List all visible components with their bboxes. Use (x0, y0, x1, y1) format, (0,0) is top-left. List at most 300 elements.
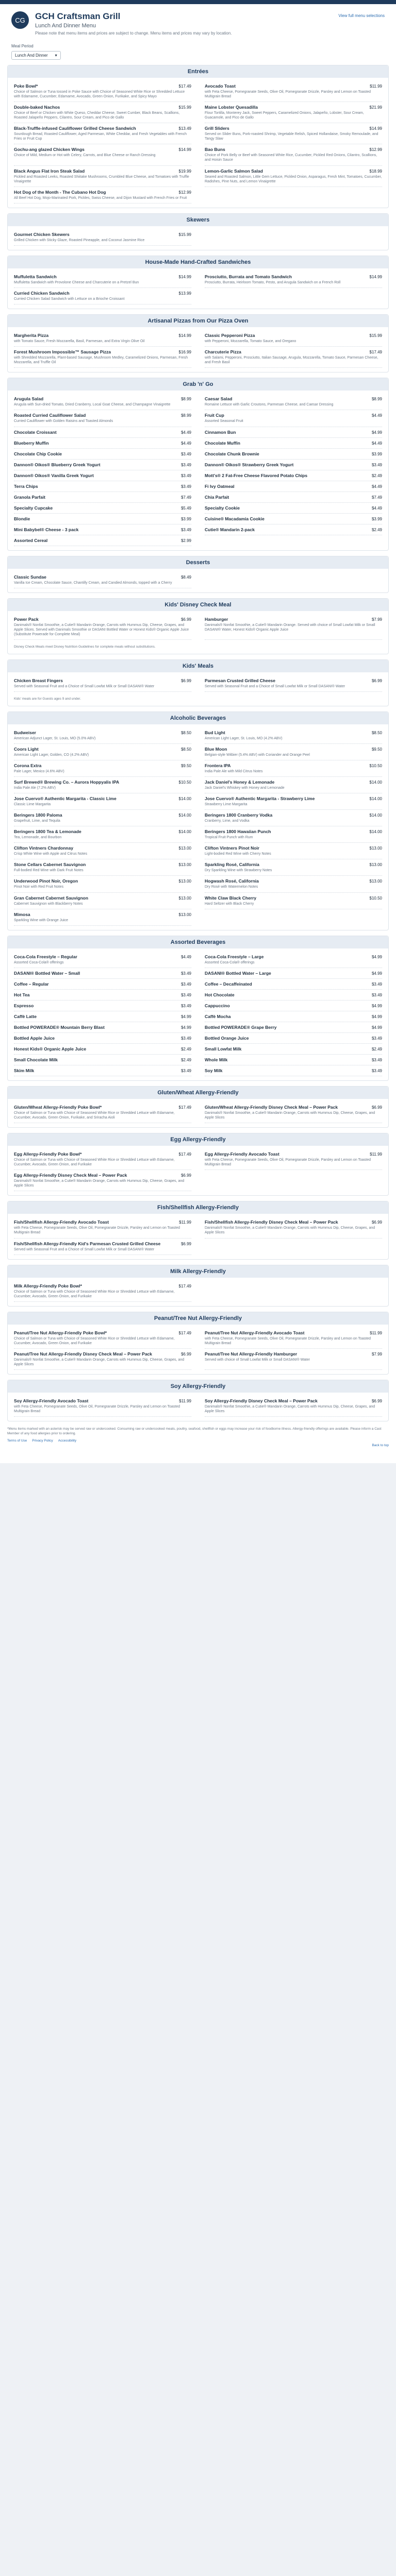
menu-item-grid (8, 268, 388, 309)
menu-item-description: Vanilla Ice Cream, Chocolate Sauce, Chantilly Cream, and Candied Almonds, topped with a Cherry (14, 581, 172, 585)
menu-item-name: Jack Daniel's Honey & Lemonade (205, 779, 275, 785)
menu-item-description: Dry Rosé with Watermelon Notes (205, 885, 258, 889)
menu-item-description: Sourdough Bread, Roasted Cauliflower, Aged Parmesan, White Cheddar, and Fresh Vegetables with French Fries or Fruit Cup (14, 132, 187, 141)
menu-item-description: Danimals® Nonfat Smoothie, a Cutie® Mandarin Orange, Carrots with Hummus Dip, Cheese, Grapes, and Apple Slices (14, 1358, 185, 1367)
section-title: Desserts (8, 556, 388, 569)
menu-item-price: $7.99 (371, 617, 382, 622)
menu-item (205, 144, 382, 165)
menu-item-header (205, 396, 382, 401)
menu-subtitle: Lunch And Dinner Menu (35, 23, 96, 29)
menu-item-name: Specialty Cupcake (14, 505, 53, 511)
menu-item-grid (8, 1325, 388, 1374)
menu-item-header (205, 1219, 382, 1225)
menu-item-name: Margherita Pizza (14, 333, 49, 338)
menu-item-name: Assorted Cereal (14, 537, 48, 543)
menu-item-header (14, 462, 191, 467)
menu-item-header (14, 538, 191, 543)
menu-item-price: $14.99 (178, 274, 191, 279)
menu-item-header (205, 981, 382, 987)
section-note: Kids' meals are for Guests ages 9 and under. (14, 697, 81, 701)
menu-item-header (205, 147, 382, 152)
section-title: Grab 'n' Go (8, 378, 388, 391)
menu-item-price: $13.00 (178, 912, 191, 917)
menu-item-name: Peanut/Tree Nut Allergy-Friendly Poke Bowl* (14, 1330, 107, 1335)
menu-item-description: India Pale Ale with Mild Citrus Notes (205, 769, 263, 773)
menu-item-name: Hot Chocolate (205, 992, 235, 997)
menu-item-name: Gran Cabernet Cabernet Sauvignon (14, 895, 89, 901)
footer-links (7, 1438, 389, 1443)
menu-item (14, 952, 191, 968)
menu-item-price: $16.99 (178, 350, 191, 355)
menu-item-grid (8, 1393, 388, 1421)
menu-item-name: Gluten/Wheat Allergy-Friendly Disney Check Meal – Power Pack (205, 1104, 338, 1110)
menu-item-header (205, 168, 382, 174)
menu-item-header (205, 1057, 382, 1062)
menu-item-name: Chocolate Croissant (14, 429, 57, 435)
menu-item (205, 394, 382, 410)
page-header (0, 4, 396, 41)
menu-item (14, 272, 191, 288)
menu-item-header (14, 190, 191, 195)
menu-item (14, 1001, 191, 1011)
menu-item (205, 893, 382, 909)
menu-item-description: Served with choice of Small Lowfat Milk or Small DASANI® Water (205, 1358, 310, 1362)
menu-item-price: $14.00 (369, 813, 382, 818)
menu-item-name: Coca-Cola Freestyle – Regular (14, 954, 77, 959)
menu-item (205, 760, 382, 777)
page-title: GCH Craftsman Grill (35, 11, 121, 21)
menu-section (7, 213, 389, 250)
menu-item-header (14, 730, 191, 735)
menu-item-description: Assorted Coca-Cola® offerings (14, 960, 64, 964)
menu-item-price: $11.99 (179, 1220, 191, 1225)
menu-item (14, 492, 191, 503)
menu-item-grid (8, 611, 388, 644)
menu-item-grid (8, 1214, 388, 1259)
menu-item-header (14, 747, 191, 752)
menu-item-price: $8.50 (371, 730, 382, 735)
menu-item (205, 744, 382, 760)
menu-item-price: $13.00 (178, 846, 191, 851)
menu-item-name: Coffee – Regular (14, 981, 49, 987)
menu-section (7, 598, 389, 654)
menu-item-price: $3.49 (371, 1057, 382, 1062)
menu-item (205, 1044, 382, 1055)
menu-item-price: $14.00 (369, 779, 382, 785)
menu-item-header (14, 981, 191, 987)
menu-item (14, 514, 191, 524)
menu-item-name: Chicken Breast Fingers (14, 677, 63, 683)
menu-item-price: $2.99 (180, 538, 191, 543)
menu-item-header (14, 430, 191, 435)
menu-item-grid (8, 1099, 388, 1127)
section-title: Artisanal Pizzas from Our Pizza Oven (8, 315, 388, 327)
menu-item-price: $4.49 (371, 440, 382, 446)
menu-item-price: $2.49 (371, 527, 382, 532)
menu-item (205, 1011, 382, 1022)
menu-item-price: $14.00 (178, 796, 191, 801)
menu-item-header (205, 274, 382, 279)
menu-item (205, 449, 382, 460)
menu-item-name: Chocolate Chunk Brownie (205, 451, 259, 456)
menu-item-price: $2.49 (371, 1046, 382, 1052)
menu-item-name: Jose Cuervo® Authentic Margarita - Classic Lime (14, 795, 117, 801)
menu-item (14, 893, 191, 909)
menu-item-name: Egg Allergy-Friendly Avocado Toast (205, 1151, 279, 1157)
menu-item-price: $13.00 (178, 879, 191, 884)
menu-item-name: Gochu-ang glazed Chicken Wings (14, 147, 85, 152)
menu-item-price: $17.49 (178, 1283, 191, 1289)
menu-section (7, 378, 389, 550)
menu-item (205, 1022, 382, 1033)
menu-item-header (14, 274, 191, 279)
menu-item-header (14, 1330, 191, 1335)
menu-item-header (14, 440, 191, 446)
menu-item-name: Hot Dog of the Month - The Cubano Hot Dog (14, 189, 106, 195)
menu-item (14, 909, 191, 926)
menu-item-name: Arugula Salad (14, 396, 44, 402)
footer-link-terms[interactable]: Terms of Use (7, 1438, 27, 1443)
menu-item (205, 1149, 382, 1170)
menu-item (205, 675, 382, 692)
menu-item-name: Bottled Orange Juice (205, 1035, 249, 1041)
menu-item-name: Caffè Mocha (205, 1013, 231, 1019)
menu-item-name: Budweiser (14, 730, 36, 735)
meal-period-select[interactable] (11, 51, 61, 60)
menu-item-description: Classic Lime Margarita (14, 802, 51, 806)
menu-item-header (14, 1025, 191, 1030)
menu-item-price: $8.50 (180, 747, 191, 752)
menu-item-name: Beringers 1800 Tea & Lemonade (14, 829, 81, 835)
menu-item-description: Full-bodied Red Wine with Dark Fruit Notes (14, 869, 84, 873)
menu-item (14, 460, 191, 470)
menu-item-description: Danimals® Nonfat Smoothie, a Cutie® Mandarin Orange, Carrots with Hummus Dip, Cheese, Grapes, and Apple Slices (205, 1226, 375, 1235)
menu-item-header (14, 1398, 191, 1403)
menu-item-name: Peanut/Tree Nut Allergy-Friendly Disney Check Meal – Power Pack (14, 1351, 153, 1357)
menu-item-price: $3.49 (180, 473, 191, 478)
menu-section (7, 256, 389, 309)
menu-item-name: Beringers 1800 Paloma (14, 812, 62, 818)
menu-item-description: Served with Seasonal Fruit and a Choice of Small Lowfat Milk or Small DASANI® Water (14, 1247, 155, 1251)
menu-item-name: Whole Milk (205, 1057, 228, 1062)
menu-item-name: Underwood Pinot Noir, Oregon (14, 878, 78, 884)
menu-item-name: Dannon® Oikos® Vanilla Greek Yogurt (14, 472, 94, 478)
menu-item (205, 1055, 382, 1065)
menu-item (205, 427, 382, 438)
menu-item-description: Strawberry Lime Margarita (205, 802, 248, 806)
menu-item-description: Dry Sparkling Wine with Strawberry Notes (205, 869, 272, 873)
menu-item-header (205, 829, 382, 834)
menu-item (205, 347, 382, 368)
menu-item (14, 449, 191, 460)
menu-item-price: $3.99 (180, 516, 191, 521)
menu-item (14, 481, 191, 492)
page-footer (7, 1427, 389, 1447)
footer-disclaimer: *Menu items marked with an asterisk may be served raw or undercooked. Consuming raw or undercooked meats, poultry, seafood, shellfish or eggs may increase your risk of foodborne illness. Allergy-friendly offerings are available. Please inform a Cast Member of any food allergies prior to ordering. (7, 1427, 382, 1436)
menu-item-header (14, 333, 191, 338)
menu-item-name: DASANI® Bottled Water – Large (205, 970, 271, 976)
menu-item-description: Assorted Seasonal Fruit (205, 419, 243, 423)
menu-item-name: Milk Allergy-Friendly Poke Bowl* (14, 1283, 82, 1289)
menu-item-header (205, 451, 382, 456)
menu-item-name: Fish/Shellfish Allergy-Friendly Avocado Toast (14, 1219, 109, 1225)
menu-item-description: Danimals® Nonfat Smoothie, a Cutie® Mandarin Orange, Carrots with Hummus Dip, Cheese, Grapes, and Apple Slices (205, 1405, 375, 1414)
menu-item-price: $17.49 (178, 1151, 191, 1157)
menu-item-price: $11.99 (370, 1151, 382, 1157)
menu-item-price: $6.99 (371, 678, 382, 683)
menu-item-name: Specialty Cookie (205, 505, 240, 511)
menu-item-header (14, 829, 191, 834)
menu-item-name: Caffè Latte (14, 1013, 37, 1019)
menu-item-description: with Tomato Sauce, Fresh Mozzarella, Basil, Parmesan, and Extra Virgin Olive Oil (14, 340, 145, 344)
menu-item-name: Blueberry Muffin (14, 440, 49, 446)
menu-item-header (205, 349, 382, 354)
menu-item (205, 1217, 382, 1238)
menu-item (14, 347, 191, 368)
menu-item-header (205, 1105, 382, 1110)
menu-item (205, 727, 382, 744)
menu-item (14, 394, 191, 410)
menu-item-price: $9.50 (180, 763, 191, 768)
menu-section (7, 1086, 389, 1128)
menu-item-price: $15.99 (178, 105, 191, 110)
menu-item-price: $4.99 (371, 430, 382, 435)
menu-item-header (205, 495, 382, 500)
menu-item-description: Choice of Salmon or Tuna with Choice of Seasoned White Rice or Shredded Lettuce with Edamame, Cucumber, Avocado, Green Onion, and Furikake (14, 1158, 175, 1167)
menu-item-price: $17.49 (178, 83, 191, 89)
menu-item (205, 503, 382, 514)
menu-item-price: $9.50 (371, 747, 382, 752)
menu-item-header (205, 971, 382, 976)
menu-item-header (205, 895, 382, 901)
menu-item-name: Granola Parfait (14, 494, 45, 500)
menu-item-header (205, 440, 382, 446)
menu-item-name: Black Angus Flat Iron Steak Salad (14, 168, 85, 174)
menu-item-price: $6.99 (180, 1241, 191, 1246)
menu-item (205, 524, 382, 535)
menu-item-price: $13.99 (178, 291, 191, 296)
footer-link-accessibility[interactable]: Accessibility (58, 1438, 77, 1443)
menu-item-header (205, 954, 382, 959)
menu-item-description: Tea, Lemonade, and Bourbon (14, 836, 62, 840)
menu-item-name: Small Lowfat Milk (205, 1046, 242, 1052)
menu-item-header (205, 779, 382, 785)
menu-item-description: Flour Tortilla, Monterey Jack, Sweet Peppers, Caramelized Onions, Jalapeño, Lobster, Sour Cream, Guacamole, and Pico de Gallo (205, 111, 364, 120)
menu-item-price: $14.99 (369, 274, 382, 279)
menu-item-price: $3.49 (371, 981, 382, 987)
menu-item-price: $8.49 (180, 574, 191, 580)
menu-item (14, 1065, 191, 1076)
menu-item-grid (8, 78, 388, 208)
menu-item (14, 535, 191, 546)
menu-item (205, 272, 382, 288)
menu-item-header (205, 1398, 382, 1403)
menu-item-description: Seared and Roasted Salmon, Little Gem Lettuce, Pickled Onion, Asparagus, Fresh Mint, Tomatoes, Cucumber, Radishes, Pine Nuts, and Lemon Vinaigrette (205, 175, 382, 183)
menu-item (14, 675, 191, 692)
menu-item (205, 492, 382, 503)
menu-item (14, 1349, 191, 1370)
menu-item-header (14, 168, 191, 174)
menu-item-price: $14.99 (178, 147, 191, 152)
menu-item-price: $18.99 (369, 168, 382, 174)
menu-item-name: Power Pack (14, 616, 39, 622)
menu-item-price: $14.99 (369, 126, 382, 131)
menu-item-header (205, 845, 382, 851)
section-title: House-Made Hand-Crafted Sandwiches (8, 256, 388, 268)
menu-item-price: $11.99 (370, 1330, 382, 1335)
menu-item-price: $4.99 (371, 971, 382, 976)
menu-item (205, 1102, 382, 1123)
menu-item-header (205, 516, 382, 521)
menu-item-description: American Light Lager, Golden, CO (4.2% ABV) (14, 753, 89, 757)
menu-item (205, 876, 382, 892)
menu-item-name: Corona Extra (14, 762, 42, 768)
menu-item-name: Chocolate Muffin (205, 440, 240, 446)
menu-item-header (14, 396, 191, 401)
menu-item-price: $4.99 (371, 954, 382, 959)
menu-item-name: Peanut/Tree Nut Allergy-Friendly Hamburger (205, 1351, 298, 1357)
back-to-top-link[interactable]: Back to top (372, 1443, 389, 1447)
menu-item-price: $17.49 (369, 350, 382, 355)
menu-item-price: $3.99 (371, 516, 382, 521)
menu-section (7, 659, 389, 706)
menu-item-price: $3.49 (371, 1036, 382, 1041)
menu-item-grid (8, 1278, 388, 1306)
section-title: Assorted Beverages (8, 936, 388, 948)
menu-item-header (14, 1151, 191, 1157)
menu-item-name: Small Chocolate Milk (14, 1057, 58, 1062)
full-menu-link[interactable]: View full menu selections (338, 13, 385, 18)
menu-item-description: with Feta Cheese, Pomegranate Seeds, Olive Oil, Pomegranate Drizzle, Parsley and Lemon on Toasted Multigrain Bread (14, 1226, 180, 1235)
menu-item-price: $17.49 (178, 1330, 191, 1335)
menu-item-name: Avocado Toast (205, 83, 236, 89)
menu-item (14, 810, 191, 826)
menu-item-name: Egg Allergy-Friendly Disney Check Meal – Power Pack (14, 1173, 127, 1178)
menu-item-name: Hogwash Rosé, California (205, 878, 259, 884)
menu-item (14, 1011, 191, 1022)
menu-item-price: $3.49 (180, 1068, 191, 1073)
menu-item-price: $3.49 (180, 451, 191, 456)
menu-item-price: $4.49 (371, 413, 382, 418)
menu-item-description: Sparkling Wine with Orange Juice (14, 918, 69, 922)
menu-item-price: $13.00 (369, 846, 382, 851)
section-title: Egg Allergy-Friendly (8, 1133, 388, 1146)
menu-item-price: $14.00 (178, 829, 191, 835)
section-title: Kids' Disney Check Meal (8, 599, 388, 611)
menu-item-price: $14.00 (369, 796, 382, 801)
menu-item (205, 614, 382, 640)
menu-item (14, 876, 191, 892)
menu-item (14, 727, 191, 744)
menu-item (14, 1033, 191, 1044)
menu-item (14, 123, 191, 144)
meal-period-bar (0, 41, 396, 65)
menu-item-name: Clifton Vintners Pinot Noir (205, 845, 260, 851)
menu-description: Please note that menu items and prices are subject to change. Menu items and prices may vary by location. (35, 31, 232, 36)
menu-item-price: $8.99 (180, 397, 191, 402)
menu-item-price: $15.99 (178, 232, 191, 237)
menu-item (14, 427, 191, 438)
chevron-down-icon: ▾ (55, 53, 57, 58)
menu-item-price: $14.99 (178, 333, 191, 338)
menu-section (7, 1380, 389, 1421)
menu-item-price: $19.99 (178, 168, 191, 174)
menu-item-price: $2.49 (180, 1057, 191, 1062)
menu-item-header (205, 105, 382, 110)
menu-item-description: Curried Cauliflower with Golden Raisins and Toasted Almonds (14, 419, 113, 423)
menu-item-price: $10.50 (369, 763, 382, 768)
menu-item (205, 470, 382, 481)
menu-item-header (14, 954, 191, 959)
menu-item-description: Choice of Pork Belly or Beef with Seasoned White Rice, Cucumber, Pickled Red Onions, Cilantro, Scallions, and Hoisin Sauce (205, 154, 377, 162)
menu-item-name: Mott's® 2 Fat-Free Cheese Flavored Potato Chips (205, 472, 308, 478)
section-title: Soy Allergy-Friendly (8, 1380, 388, 1393)
menu-item-grid (8, 391, 388, 550)
menu-item-header (205, 992, 382, 997)
menu-item-grid (8, 1146, 388, 1195)
menu-item-name: Maine Lobster Quesadilla (205, 104, 258, 110)
menu-item-description: Danimals® Nonfat Smoothie, a Cutie® Mandarin Orange, Carrots with Hummus Dip, Cheese, Grapes, and Apple Slices. Served with Danimals Smoothie or DASANI Bottled Water or Honest Kids® Organic Apple Juice (Substitute Powerade for Complete Meal) (14, 623, 189, 636)
menu-item (14, 470, 191, 481)
menu-item-price: $13.49 (178, 126, 191, 131)
menu-item (205, 1328, 382, 1349)
menu-item-name: Double-baked Nachos (14, 104, 60, 110)
menu-section (7, 314, 389, 372)
menu-item-description: Crisp White Wine with Apple and Citrus Notes (14, 852, 87, 856)
menu-item-name: Lemon-Garlic Salmon Salad (205, 168, 263, 174)
menu-item-name: Soy Allergy-Friendly Avocado Toast (14, 1398, 89, 1404)
menu-item-price: $4.99 (371, 1025, 382, 1030)
menu-item-header (14, 1105, 191, 1110)
menu-item-price: $4.49 (180, 430, 191, 435)
menu-item-header (14, 413, 191, 418)
menu-item (14, 102, 191, 123)
menu-item-description: with Feta Cheese, Pomegranate Seeds, Olive Oil, Pomegranate Drizzle, Parsley and Lemon on Toasted Multigrain Bread (205, 1158, 371, 1167)
menu-item-header (14, 992, 191, 997)
menu-item-name: Beringers 1800 Cranberry Vodka (205, 812, 273, 818)
menu-item-name: Charcuterie Pizza (205, 349, 241, 355)
menu-item-header (14, 484, 191, 489)
menu-item-price: $3.49 (180, 527, 191, 532)
menu-item-header (205, 1151, 382, 1157)
menu-item (14, 1170, 191, 1191)
menu-item-name: Beringers 1800 Hawaiian Punch (205, 829, 271, 835)
menu-item-name: Muffuletta Sandwich (14, 274, 57, 279)
menu-item-description: Grapefruit, Lime, and Tequila (14, 819, 60, 823)
footer-link-privacy[interactable]: Privacy Policy (32, 1438, 53, 1443)
menu-item (205, 481, 382, 492)
menu-item (14, 144, 191, 165)
menu-item-name: Chocolate Chip Cookie (14, 451, 62, 456)
menu-item-name: Fruit Cup (205, 413, 224, 418)
menu-item-header (205, 1330, 382, 1335)
menu-item-name: White Claw Black Cherry (205, 895, 257, 901)
menu-item-grid (8, 948, 388, 1080)
menu-item-description: Tropical Fruit Punch with Rum (205, 836, 253, 840)
menu-item (205, 1349, 382, 1370)
menu-item-name: Gluten/Wheat Allergy-Friendly Poke Bowl* (14, 1104, 102, 1110)
menu-item-description: Choice of Beef or Chicken with White Queso, Cheddar Cheese, Sweet Cumber, Black Beans, Scallions, Roasted Jalapeño Peppers, Cilantro, Sour Cream, and Pico de Gallo (14, 111, 180, 120)
menu-item-header (14, 105, 191, 110)
menu-item-description: Choice of Salmon or Tuna with Choice of Seasoned White Rice or Shredded Lettuce with Edamame, Cucumber, Avocado, Green Onion, Furikake, and Sriracha Aioli (14, 1111, 175, 1120)
top-bar (0, 0, 396, 4)
menu-item-name: Coffee – Decaffeinated (205, 981, 252, 987)
menu-item-header (14, 1173, 191, 1178)
section-title: Entrées (8, 65, 388, 78)
menu-item-description: Pickled and Roasted Leeks, Roasted Shiitake Mushrooms, Crumbled Blue Cheese, and Tomatoes with Truffle Vinaigrette (14, 175, 189, 183)
menu-item-header (205, 812, 382, 818)
menu-item-header (14, 617, 191, 622)
